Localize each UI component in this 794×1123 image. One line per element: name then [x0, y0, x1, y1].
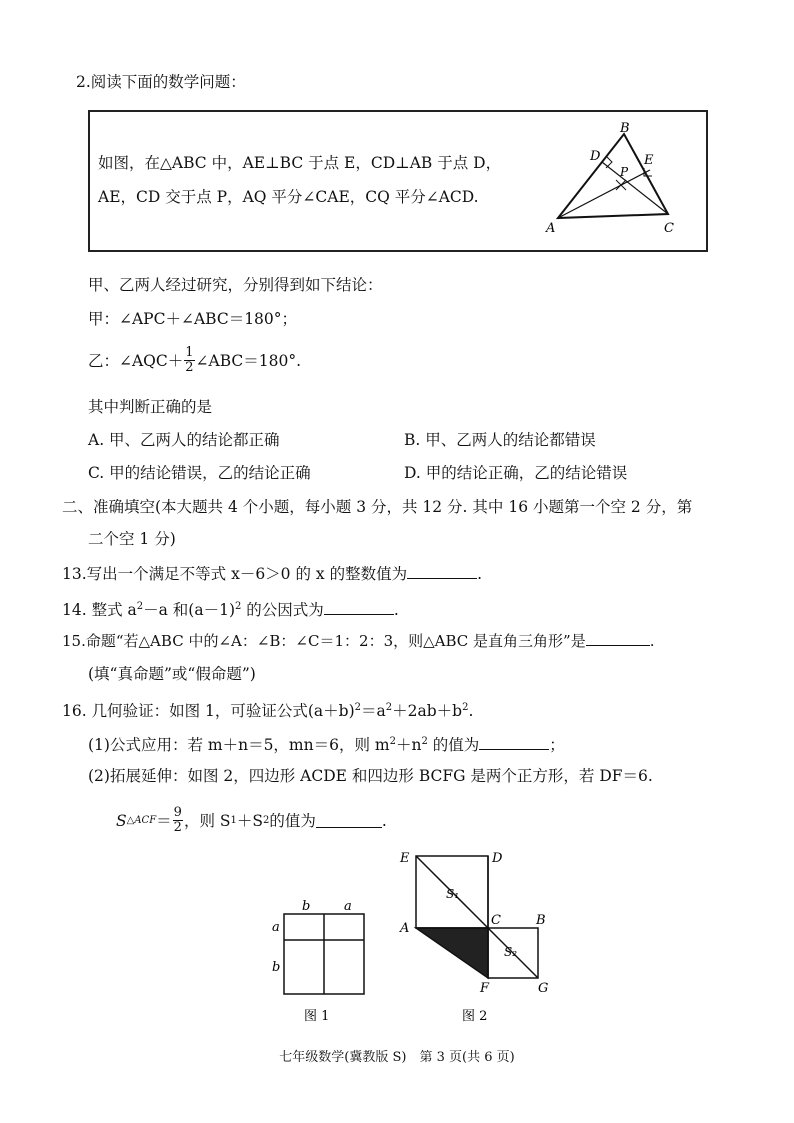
- q15-end: .: [649, 632, 655, 650]
- q16-line1-pre: 16. 几何验证：如图 1，可验证公式(a＋b): [62, 702, 355, 721]
- fig1-label-top-a: a: [344, 899, 352, 914]
- s-plus: ＋S: [236, 811, 263, 830]
- question-16: [62, 698, 473, 721]
- q16-part1-sup2: 2: [421, 736, 428, 747]
- q14-answer-blank[interactable]: [324, 600, 394, 615]
- q16-part1-pre: (1)公式应用：若 m＋n＝5，mn＝6，则 m: [88, 736, 390, 755]
- q14-sup1: 2: [136, 601, 144, 612]
- q16-part1-answer-blank[interactable]: [479, 735, 549, 750]
- fig2-label-b: B: [536, 913, 546, 928]
- q16-part1-mid: ＋n: [395, 736, 422, 755]
- conclusions-intro: 甲、乙两人经过研究，分别得到如下结论：: [88, 276, 383, 294]
- figure-1: [266, 896, 376, 1028]
- yi-suffix: ∠ABC＝180°.: [195, 351, 302, 370]
- question-15: [62, 631, 654, 651]
- question-prompt: 其中判断正确的是: [88, 398, 213, 416]
- fig2-label-d: D: [492, 851, 503, 866]
- s-post-pre: ，则 S: [183, 811, 231, 830]
- q15-text: 15.命题“若△ABC 中的∠A：∠B：∠C＝1：2：3，则△ABC 是直角三角形”是: [62, 632, 586, 650]
- q13-answer-blank[interactable]: [407, 564, 477, 579]
- q16-line1-mid2: ＋2ab＋b: [392, 702, 463, 721]
- question-14: [62, 597, 399, 620]
- q16-sup-3: 2: [462, 702, 469, 713]
- fig1-label-top-b: b: [302, 899, 311, 914]
- problem-line-1: 如图，在△ABC 中，AE⊥BC 于点 E，CD⊥AB 于点 D，: [98, 154, 502, 172]
- label-b: B: [620, 121, 630, 136]
- option-d[interactable]: D. 甲的结论正确，乙的结论错误: [404, 464, 628, 482]
- fig2-label-s1: S₁: [446, 887, 460, 901]
- fig2-label-g: G: [538, 981, 549, 996]
- figure-2: [396, 846, 566, 1028]
- q13-text: 13.写出一个满足不等式 x－6＞0 的 x 的整数值为: [62, 565, 408, 583]
- conclusion-jia: 甲：∠APC＋∠ABC＝180°；: [88, 310, 298, 328]
- fig2-label-e: E: [400, 851, 410, 866]
- label-a: A: [546, 221, 556, 236]
- q14-pre: 14. 整式 a: [62, 601, 137, 620]
- segment-ae: [558, 170, 650, 218]
- q15-answer-blank[interactable]: [586, 631, 650, 646]
- fraction-denominator: 2: [185, 360, 194, 375]
- fraction-nine-halves: [173, 806, 183, 835]
- question-16-part-2: (2)拓展延伸：如图 2，四边形 ACDE 和四边形 BCFG 是两个正方形，若 DF＝6.: [88, 767, 653, 785]
- s2-sub: 2: [262, 814, 270, 826]
- fig2-label-c: C: [491, 913, 501, 928]
- label-p: P: [620, 165, 629, 179]
- q16-part1-end: ；: [549, 736, 565, 755]
- label-c: C: [664, 221, 674, 236]
- q16-part1-post: 的值为: [427, 736, 480, 755]
- q16-part1-sup: 2: [389, 736, 396, 747]
- s-end: .: [381, 811, 387, 830]
- triangle-figure: [540, 118, 700, 242]
- s-label: S: [116, 811, 127, 830]
- problem-line-2: AE，CD 交于点 P，AQ 平分∠CAE，CQ 平分∠ACD.: [98, 188, 479, 206]
- question-12-heading: 2.阅读下面的数学问题：: [76, 73, 246, 91]
- fig1-label-left-a: a: [272, 920, 280, 935]
- conclusion-yi: [88, 346, 301, 375]
- s-numerator: 9: [173, 805, 182, 820]
- q13-end: .: [477, 565, 483, 583]
- q16-part2-answer-blank[interactable]: [316, 813, 382, 828]
- q16-line1-mid: ＝a: [361, 702, 386, 721]
- s-denominator: 2: [173, 820, 182, 835]
- question-16-part-1: [88, 732, 565, 755]
- fig2-shaded-triangle-acf: [416, 928, 488, 978]
- label-d: D: [590, 149, 601, 164]
- q14-sup2: 2: [235, 601, 242, 612]
- option-b[interactable]: B. 甲、乙两人的结论都错误: [404, 431, 596, 449]
- fig2-label-s2: S₂: [504, 945, 518, 959]
- s-sub: △ACF: [126, 814, 157, 826]
- segment-cd: [602, 162, 668, 214]
- q16-line1-end: .: [468, 702, 474, 721]
- question-15-note: (填“真命题”或“假命题”): [88, 665, 256, 683]
- page-footer: 七年级数学(冀教版 S) 第 3 页(共 6 页): [279, 1050, 515, 1065]
- fraction-numerator: 1: [185, 345, 194, 360]
- q14-post: 的公因式为: [241, 601, 324, 620]
- fig2-caption: 图 2: [462, 1009, 488, 1024]
- s1-sub: 1: [230, 814, 237, 826]
- option-a[interactable]: A. 甲、乙两人的结论都正确: [88, 431, 280, 449]
- q16-sup-2: 2: [385, 702, 393, 713]
- question-16-part-2-formula: [116, 806, 387, 835]
- fig1-label-left-b: b: [272, 960, 281, 975]
- s-eq: ＝: [156, 811, 172, 830]
- question-13: [62, 564, 482, 584]
- section-2-title-line-1: 二、准确填空(本大题共 4 个小题，每小题 3 分，共 12 分. 其中 16 小题第一个空 2 分，第: [62, 498, 693, 516]
- fig2-label-f: F: [480, 981, 490, 996]
- q14-end: .: [393, 601, 399, 620]
- q14-mid: －a 和(a－1): [143, 601, 235, 620]
- q16-sup-1: 2: [354, 702, 361, 713]
- section-2-title-line-2: 二个空 1 分): [88, 530, 176, 548]
- s-post: 的值为: [269, 811, 316, 830]
- fig1-caption: 图 1: [304, 1009, 330, 1024]
- label-e: E: [644, 153, 654, 168]
- option-c[interactable]: C. 甲的结论错误，乙的结论正确: [88, 464, 311, 482]
- fig2-label-a: A: [400, 921, 410, 936]
- fraction-half: [184, 346, 194, 375]
- yi-prefix: 乙：∠AQC＋: [88, 351, 184, 370]
